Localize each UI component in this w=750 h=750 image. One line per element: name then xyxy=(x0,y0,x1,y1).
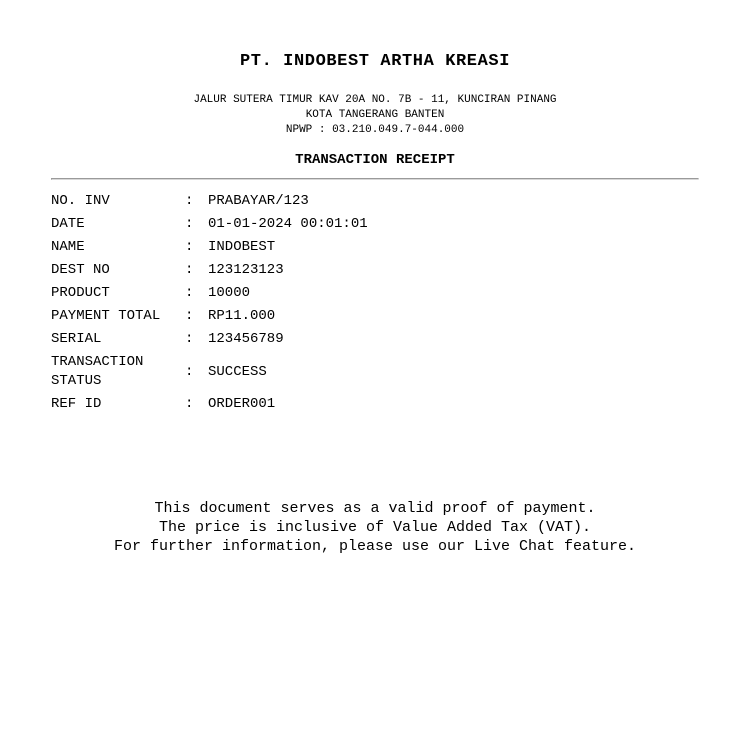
detail-label: SERIAL xyxy=(51,331,102,347)
receipt-title: TRANSACTION RECEIPT xyxy=(295,152,455,168)
detail-label: DEST NO xyxy=(51,262,110,278)
company-address xyxy=(51,93,699,138)
detail-separator: : xyxy=(185,363,194,380)
footer-line-vat: The price is inclusive of Value Added Tax (VAT). xyxy=(158,519,592,536)
npwp-number: NPWP : 03.210.049.7-044.000 xyxy=(285,124,465,136)
detail-row-dest-no xyxy=(49,259,370,282)
status-value: SUCCESS xyxy=(208,363,267,380)
detail-label: NO. INV xyxy=(51,193,110,209)
detail-separator: : xyxy=(185,262,194,278)
footer-line-proof: This document serves as a valid proof of payment. xyxy=(154,500,596,517)
detail-row-serial xyxy=(49,328,370,351)
detail-row-date xyxy=(49,213,370,236)
address-line-2: KOTA TANGERANG BANTEN xyxy=(305,109,445,121)
detail-value: ORDER001 xyxy=(208,396,276,412)
detail-row-product xyxy=(49,282,370,305)
detail-label: PRODUCT xyxy=(51,285,110,301)
detail-value: 01-01-2024 00:01:01 xyxy=(208,216,368,232)
detail-value: INDOBEST xyxy=(208,239,276,255)
detail-row-payment-total xyxy=(49,305,370,328)
company-name: PT. INDOBEST ARTHA KREASI xyxy=(239,52,511,71)
detail-separator: : xyxy=(185,239,194,255)
detail-value: PRABAYAR/123 xyxy=(208,193,309,209)
transaction-details-table xyxy=(49,190,370,416)
detail-value: 10000 xyxy=(208,285,251,301)
detail-value: 123456789 xyxy=(208,331,284,347)
detail-separator: : xyxy=(185,285,194,301)
detail-separator: : xyxy=(185,396,194,412)
detail-value: RP11.000 xyxy=(208,308,276,324)
detail-row-ref-id xyxy=(49,393,370,416)
address-line-1: JALUR SUTERA TIMUR KAV 20A NO. 7B - 11, KUNCIRAN PINANG xyxy=(193,94,557,106)
footer-line-live-chat: For further information, please use our Live Chat feature. xyxy=(113,538,637,555)
receipt-footer xyxy=(0,499,750,556)
detail-row-invoice xyxy=(49,190,370,213)
detail-row-name xyxy=(49,236,370,259)
detail-label: NAME xyxy=(51,239,85,255)
detail-separator: : xyxy=(185,216,194,232)
detail-label: PAYMENT TOTAL xyxy=(51,308,161,324)
detail-separator: : xyxy=(185,193,194,209)
detail-row-transaction-status xyxy=(49,351,370,393)
header-divider xyxy=(51,178,699,180)
detail-label: TRANSACTION STATUS xyxy=(51,354,144,389)
detail-label: REF ID xyxy=(51,396,102,412)
detail-value: 123123123 xyxy=(208,262,284,278)
detail-separator: : xyxy=(185,308,194,324)
detail-separator: : xyxy=(185,331,194,347)
detail-label: DATE xyxy=(51,216,85,232)
